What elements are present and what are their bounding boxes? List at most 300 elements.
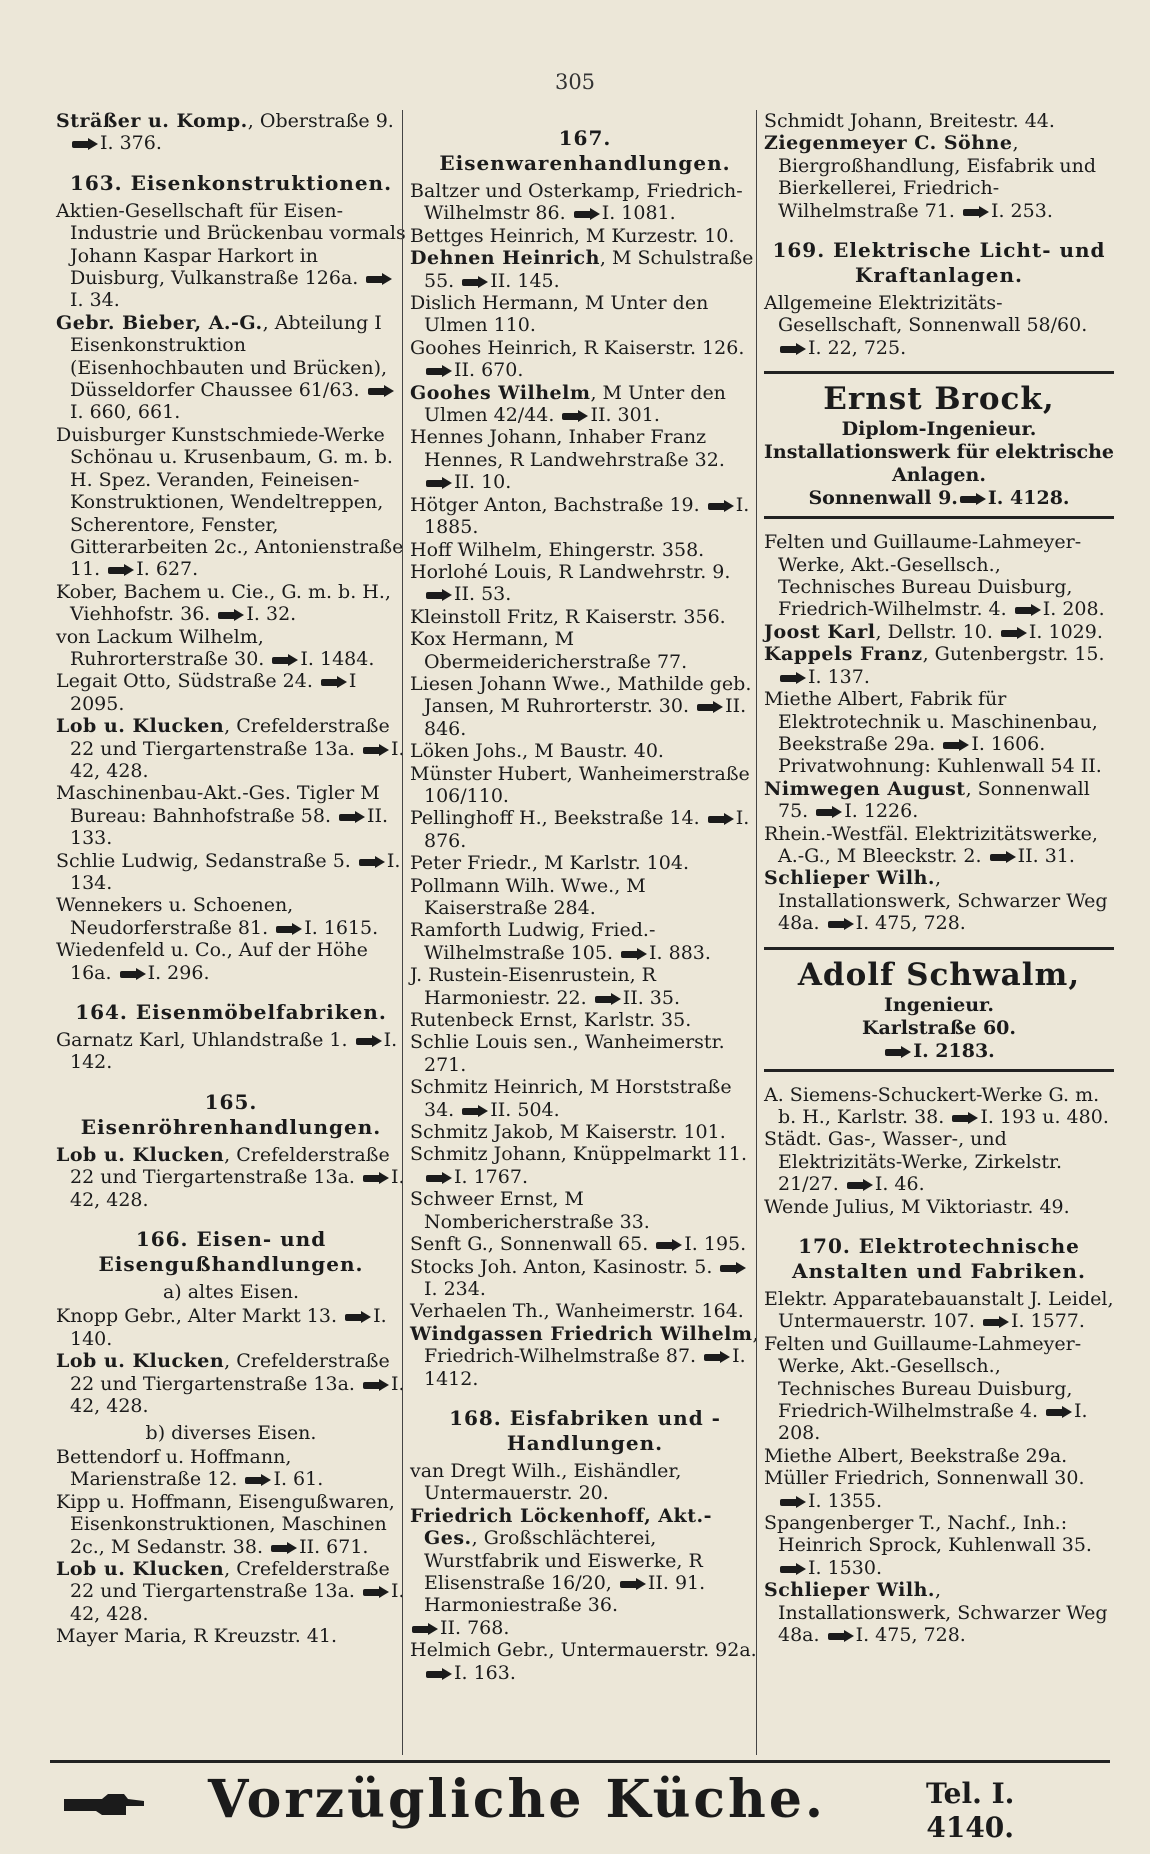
entry-text: Garnatz Karl, Uhlandstraße 1. (56, 1029, 348, 1052)
directory-entry (56, 1491, 406, 1558)
advert-phone-line (764, 1040, 1114, 1063)
directory-entry (410, 919, 760, 964)
directory-entry (410, 606, 760, 628)
directory-entry (56, 1558, 406, 1625)
directory-entry (764, 1333, 1114, 1445)
entry-phone: I. 22, 725. (808, 336, 907, 359)
entry-text: Mayer Maria, R Kreuzstr. 41. (56, 1625, 338, 1648)
telephone-hand-icon (780, 343, 806, 355)
section-heading: 169. Elektrische Licht- und Kraftanlagen. (772, 238, 1106, 288)
telephone-hand-icon (885, 1046, 911, 1058)
directory-entry (56, 939, 406, 984)
telephone-hand-icon (366, 273, 392, 285)
entry-phone: I. 46. (874, 1173, 925, 1196)
entry-phone: I. 1767. (454, 1165, 528, 1188)
entry-phone: I. 1484. (300, 647, 375, 670)
entry-name: Lob u. Klucken (56, 715, 225, 738)
entry-text: Legait Otto, Südstraße 24. (56, 670, 313, 693)
telephone-hand-icon (656, 1239, 682, 1251)
entry-phone: I. 42, 428. (70, 1372, 405, 1418)
telephone-hand-icon (847, 1179, 873, 1191)
telephone-hand-icon (339, 811, 365, 823)
entry-phone: I. 883. (649, 941, 711, 964)
entry-text: Felten und Guillaume-Lahmeyer-Werke, Akt.-Gesellsch., Technisches Bureau Duisburg, Friedrich-Wilhelmstr. 4. (764, 531, 1082, 621)
directory-entry (410, 628, 760, 673)
entry-phone: II. 91. Harmoniestraße 36. (424, 1571, 706, 1617)
entry-text: Müller Friedrich, Sonnenwall 30. (764, 1467, 1085, 1490)
directory-entry (410, 180, 760, 225)
entry-text: , M Schulstraße 55. (424, 247, 754, 292)
telephone-hand-icon (697, 701, 723, 713)
telephone-hand-icon (426, 1668, 452, 1680)
footer-advert (50, 1760, 1110, 1844)
entry-phone: I. 42, 428. (70, 737, 405, 782)
entry-text: Hoff Wilhelm, Ehingerstr. 358. (410, 538, 705, 561)
entry-text: A. Siemens-Schuckert-Werke G. m. b. H., Karlstr. 38. (764, 1083, 1100, 1128)
entry-phone: II. 10. (454, 471, 512, 494)
entry-text: , Friedrich-Wilhelmstraße 87. (424, 1322, 759, 1368)
directory-entry (410, 494, 760, 539)
entry-text: Maschinenbau-Akt.-Ges. Tigler M Bureau: Bahnhofstraße 58. (56, 782, 380, 827)
entry-name: Friedrich Löckenhoff, Akt.-Ges. (410, 1504, 712, 1550)
advert-line: Diplom-Ingenieur. (841, 418, 1037, 441)
advert-phone: I. 4128. (987, 487, 1070, 510)
telephone-hand-icon (426, 477, 452, 489)
directory-entry (764, 621, 1114, 643)
section-heading: 163. Eisenkonstruktionen. (69, 170, 393, 195)
directory-entry (410, 1639, 760, 1684)
directory-entry (410, 539, 760, 561)
entry-text: Kox Hermann, M Obermeidericherstraße 77. (410, 628, 688, 673)
telephone-hand-icon (780, 1563, 806, 1575)
entry-text: , Crefelderstraße 22 und Tiergartenstraße 13a. (70, 715, 390, 760)
entry-text: Spangenberger T., Nachf., Inh.: Heinrich Sprock, Kuhlenwall 35. (764, 1512, 1092, 1557)
directory-entry (410, 1031, 760, 1076)
entry-phone: I. 34. (70, 289, 120, 312)
advert-phone-line (764, 487, 1114, 510)
entry-phone: I. 1530. (808, 1556, 882, 1579)
entry-text: Städt. Gas-, Wasser-, und Elektrizitäts-Werke, Zirkelstr. 21/27. (764, 1128, 1063, 1196)
entry-text: von Lackum Wilhelm, Ruhrorterstraße 30. (56, 625, 265, 670)
section-heading: 164. Eisenmöbelfabriken. (75, 1000, 387, 1025)
footer-slogan: Vorzügliche Küche. (208, 1769, 827, 1830)
telephone-hand-icon (828, 918, 854, 930)
entry-phone: I. 134. (70, 849, 401, 894)
directory-entry (764, 643, 1114, 688)
entry-text: Liesen Johann Wwe., Mathilde geb. Jansen, M Ruhrorterstr. 30. (410, 672, 752, 718)
entry-text: Rutenbeck Ernst, Karlstr. 35. (410, 1009, 692, 1032)
telephone-hand-icon (963, 206, 989, 218)
telephone-hand-icon (426, 365, 452, 377)
directory-entry (410, 1256, 760, 1301)
telephone-hand-icon (462, 1105, 488, 1117)
directory-entry (56, 1144, 406, 1211)
entry-phone: I. 163. (454, 1661, 516, 1684)
directory-entry (410, 852, 760, 874)
entry-text: Elektr. Apparatebauanstalt J. Leidel, Untermauerstr. 107. (764, 1288, 1114, 1333)
entry-phone: II. 133. (70, 804, 389, 850)
entry-phone: II. 670. (454, 359, 524, 382)
entry-text: Münster Hubert, Wanheimerstraße 106/110. (410, 762, 750, 807)
telephone-hand-icon (72, 138, 98, 150)
entry-text: Bettges Heinrich, M Kurzestr. 10. (410, 224, 735, 247)
section-heading: 165. Eisenröhrenhandlungen. (80, 1089, 382, 1139)
telephone-hand-icon (595, 993, 621, 1005)
telephone-hand-icon (704, 1351, 730, 1363)
directory-entry (56, 200, 406, 312)
telephone-hand-icon (828, 1630, 854, 1642)
directory-entry (410, 382, 760, 427)
directory-entry (56, 581, 406, 626)
telephone-hand-icon (780, 672, 806, 684)
entry-text: Kleinstoll Fritz, R Kaiserstr. 356. (410, 605, 726, 628)
entry-name: Windgassen Friedrich Wilhelm (410, 1322, 753, 1345)
telephone-hand-icon (952, 1112, 978, 1124)
directory-entry (764, 778, 1114, 823)
telephone-hand-icon (108, 564, 134, 576)
entry-text: , Crefelderstraße 22 und Tiergartenstraße 13a. (70, 1143, 390, 1189)
directory-entry (56, 894, 406, 939)
directory-entry (410, 292, 760, 337)
directory-entry (410, 740, 760, 762)
entry-phone: I. 1606. Privatwohnung: Kuhlenwall 54 II. (778, 732, 1102, 778)
directory-entry (410, 1323, 760, 1390)
telephone-hand-icon (363, 1379, 389, 1391)
directory-entry (410, 763, 760, 808)
entry-text: Horlohé Louis, R Landwehrstr. 9. (410, 560, 731, 583)
entry-text: Aktien-Gesellschaft für Eisen-Industrie und Brückenbau vormals Johann Kaspar Harkort in Duisburg, Vulkanstraße 126a. (56, 199, 406, 290)
directory-entry (764, 1196, 1114, 1218)
telephone-hand-icon (562, 410, 588, 422)
entry-text: Schlie Louis sen., Wanheimerstr. 271. (410, 1031, 725, 1076)
section-heading: 170. Elektrotechnische Anstalten und Fabriken. (792, 1234, 1086, 1283)
entry-phone: I. 1226. (844, 800, 919, 823)
entry-name: Ziegenmeyer C. Söhne (764, 132, 1013, 155)
directory-entry (410, 1300, 760, 1322)
footer-tel-label: Tel. I. (926, 1777, 1015, 1810)
telephone-hand-icon (359, 856, 385, 868)
entry-text: Verhaelen Th., Wanheimerstr. 164. (410, 1300, 744, 1323)
entry-name: Goohes Wilhelm (410, 381, 591, 404)
advert-line: Karlstraße 60. (861, 1016, 1017, 1039)
entry-phone: I. 876. (424, 807, 750, 852)
entry-text: Miethe Albert, Fabrik für Elektrotechnik u. Maschinenbau, Beekstraße 29a. (764, 688, 1098, 755)
entry-phone: I. 253. (990, 199, 1053, 222)
directory-entry (56, 312, 406, 424)
entry-text: Wende Julius, M Viktoriastr. 49. (764, 1195, 1070, 1218)
telephone-hand-icon (983, 1316, 1009, 1328)
directory-entry (56, 110, 406, 155)
entry-phone: I. 475, 728. (855, 912, 966, 935)
entry-text: , Crefelderstraße 22 und Tiergartenstraße 13a. (70, 1350, 390, 1395)
directory-entry (764, 1579, 1114, 1646)
entry-text: Helmich Gebr., Untermauerstr. 92a. (410, 1639, 757, 1662)
entry-text: Wiedenfeld u. Co., Auf der Höhe 16a. (56, 939, 368, 984)
entry-text: , Abteilung I Eisenkonstruktion (Eisenhochbauten und Brücken), Düsseldorfer Chaussee 61/63. (70, 311, 388, 402)
telephone-hand-icon (574, 208, 600, 220)
entry-text: Duisburger Kunstschmiede-Werke Schönau u. Krusenbaum, G. m. b. H. Spez. Veranden, Feineisen-Konstruktionen, Wendeltreppen, Scherentore, Fenster, Gitterarbeiten 2c., Antonienstraße 11. (56, 423, 404, 581)
entry-phone: I. 627. (136, 558, 199, 581)
entry-phone: I. 1029. (1028, 620, 1103, 643)
footer-tel-number: 4140. (926, 1811, 1015, 1844)
entry-phone: I. 137. (808, 665, 870, 688)
section-heading: 167. Eisenwarenhandlungen. (439, 126, 731, 175)
directory-entry (410, 875, 760, 920)
directory-entry (764, 1084, 1114, 1129)
directory-entry (410, 1121, 760, 1143)
directory-entry (410, 426, 760, 493)
telephone-hand-icon (990, 851, 1016, 863)
telephone-hand-icon (816, 806, 842, 818)
entry-text: , Crefelderstraße 22 und Tiergartenstraße 13a. (70, 1557, 390, 1603)
boxed-advert (764, 371, 1114, 519)
telephone-hand-icon (368, 385, 394, 397)
directory-entry (56, 850, 406, 895)
directory-entry (764, 1128, 1114, 1195)
entry-text: , Sonnenwall 75. (778, 777, 1090, 823)
column-divider (402, 110, 403, 1755)
directory-entry (764, 132, 1114, 222)
telephone-hand-icon (426, 1172, 452, 1184)
entry-text: J. Rustein-Eisenrustein, R Harmoniestr. 22. (410, 964, 656, 1009)
telephone-hand-icon (276, 923, 302, 935)
telephone-hand-icon (462, 276, 488, 288)
entry-text: Miethe Albert, Beekstraße 29a. (764, 1444, 1068, 1467)
entry-phone: I. 660, 661. (70, 401, 181, 424)
entry-phone: II. 35. (622, 986, 681, 1009)
telephone-hand-icon (708, 813, 734, 825)
directory-entry (764, 688, 1114, 778)
entry-phone: I. 1081. (601, 202, 676, 225)
entry-name: Nimwegen August (764, 777, 966, 800)
directory-entry (410, 1188, 760, 1233)
telephone-hand-icon (1046, 1406, 1072, 1418)
directory-entry (764, 1288, 1114, 1333)
entry-name: Dehnen Heinrich (410, 247, 600, 270)
entry-phone: I. 195. (684, 1233, 747, 1256)
entry-text: Schmitz Jakob, M Kaiserstr. 101. (410, 1121, 726, 1144)
section-heading: 166. Eisen- und Eisengußhandlungen. (98, 1227, 364, 1277)
entry-phone: I. 42, 428. (70, 1166, 405, 1211)
column-3 (764, 110, 1114, 1647)
entry-phone: I. 32. (246, 603, 297, 626)
telephone-hand-icon (1001, 627, 1027, 639)
entry-text: , M Unter den Ulmen 42/44. (424, 381, 726, 427)
directory-entry (764, 1467, 1114, 1512)
telephone-hand-icon (426, 589, 452, 601)
telephone-hand-icon (620, 1578, 646, 1590)
entry-name: Schlieper Wilh. (764, 1579, 935, 1602)
telephone-hand-icon (356, 1035, 382, 1047)
entry-text: Löken Johs., M Baustr. 40. (410, 740, 664, 763)
entry-text: Peter Friedr., M Karlstr. 104. (410, 852, 689, 875)
entry-text: Schlie Ludwig, Sedanstraße 5. (56, 849, 351, 872)
entry-name: Gebr. Bieber, A.-G. (56, 311, 263, 334)
telephone-hand-icon (1015, 604, 1041, 616)
entry-text: Schmidt Johann, Breitestr. 44. (764, 110, 1055, 132)
telephone-hand-icon (780, 1496, 806, 1508)
section-subheading: b) diverses Eisen. (145, 1421, 317, 1444)
advert-line: Ingenieur. (884, 993, 994, 1016)
directory-entry (56, 1305, 406, 1350)
entry-phone: I. 376. (100, 132, 162, 155)
entry-text: Hötger Anton, Bachstraße 19. (410, 493, 700, 516)
column-divider (756, 110, 757, 1755)
entry-phone: I. 208. (1042, 598, 1105, 621)
entry-text: Goohes Heinrich, R Kaiserstr. 126. (410, 336, 745, 359)
telephone-hand-icon (363, 1586, 389, 1598)
directory-entry (56, 1029, 406, 1074)
directory-entry (56, 1446, 406, 1491)
directory-entry (56, 1625, 406, 1647)
advert-line: Installationswerk für elektrische Anlagen. (764, 441, 1114, 487)
telephone-hand-icon (245, 1474, 271, 1486)
entry-phone: I. 142. (70, 1029, 398, 1074)
directory-entry (764, 531, 1114, 621)
directory-entry (410, 807, 760, 852)
directory-entry (410, 1143, 760, 1188)
entry-text: , Biergroßhandlung, Eisfabrik und Bierkellerei, Friedrich-Wilhelmstraße 71. (778, 132, 1097, 222)
column-2 (410, 110, 760, 1684)
entry-text: Dislich Hermann, M Unter den Ulmen 110. (410, 292, 709, 337)
entry-text: Ramforth Ludwig, Fried.-Wilhelmstraße 105. (410, 919, 656, 964)
telephone-hand-icon (271, 1542, 297, 1554)
entry-text: Kober, Bachem u. Cie., G. m. b. H., Viehhofstr. 36. (56, 580, 391, 626)
entry-phone: II. 504. (490, 1098, 560, 1121)
telephone-hand-icon (943, 739, 969, 751)
entry-text: Baltzer und Osterkamp, Friedrich-Wilhelmstr 86. (410, 180, 743, 225)
directory-entry (410, 673, 760, 740)
entry-phone: I. 61. (273, 1468, 324, 1491)
entry-text: Wennekers u. Schoenen, Neudorferstraße 81. (56, 894, 294, 939)
footer-telephone (926, 1777, 1014, 1845)
section-heading: 168. Eisfabriken und -Handlungen. (449, 1405, 721, 1455)
entry-phone: I. 475, 728. (855, 1624, 966, 1647)
entry-text: , Großschlächterei, Wurstfabrik und Eiswerke, R Elisenstraße 16/20, (424, 1527, 703, 1594)
entry-text: Schweer Ernst, M Nombericherstraße 33. (410, 1188, 650, 1233)
advert-title: Ernst Brock, (823, 381, 1055, 418)
directory-entry (764, 110, 1114, 132)
entry-text: Hennes Johann, Inhaber Franz Hennes, R Landwehrstraße 32. (410, 426, 725, 471)
entry-text: , Dellstr. 10. (875, 620, 993, 643)
entry-text: Schmitz Heinrich, M Horststraße 34. (410, 1076, 732, 1121)
telephone-hand-icon (708, 500, 734, 512)
directory-entry (56, 670, 406, 715)
entry-phone: II. 31. (1017, 844, 1075, 867)
entry-phone: I. 296. (147, 961, 210, 984)
entry-phone: I. 234. (424, 1277, 486, 1300)
directory-entry (764, 823, 1114, 868)
directory-entry (56, 1350, 406, 1417)
entry-phone: I. 1885. (424, 493, 750, 539)
entry-phone: I. 1577. (1010, 1310, 1085, 1333)
entry-name: Lob u. Klucken (56, 1143, 225, 1166)
directory-entry (410, 1460, 760, 1505)
directory-entry (410, 337, 760, 382)
directory-entry (764, 867, 1114, 934)
entry-phone: II. 671. (299, 1535, 369, 1558)
entry-text: Schmitz Johann, Knüppelmarkt 11. (410, 1143, 747, 1166)
directory-entry (410, 225, 760, 247)
directory-entry (56, 715, 406, 782)
entry-text: Knopp Gebr., Alter Markt 13. (56, 1305, 338, 1328)
entry-phone: II. 145. (490, 269, 560, 292)
directory-entry (410, 1617, 760, 1639)
entry-phone: I. 208. (778, 1400, 1088, 1445)
telephone-hand-icon (120, 968, 146, 980)
entry-phone: II. 301. (590, 404, 660, 427)
entry-name: Joost Karl (764, 620, 876, 643)
directory-entry (410, 561, 760, 606)
entry-name: Lob u. Klucken (56, 1350, 225, 1373)
entry-text: Bettendorf u. Hoffmann, Marienstraße 12. (56, 1445, 292, 1491)
page-number: 305 (554, 70, 596, 94)
entry-text: Stocks Joh. Anton, Kasinostr. 5. (410, 1255, 713, 1278)
directory-entry (56, 626, 406, 671)
entry-text: Rhein.-Westfäl. Elektrizitätswerke, A.-G., M Bleeckstr. 2. (764, 822, 1098, 867)
entry-text: , Installationswerk, Schwarzer Weg 48a. (778, 1579, 1108, 1647)
entry-phone: I. 193 u. 480. (980, 1105, 1109, 1128)
directory-entry (410, 1233, 760, 1255)
directory-entry (764, 1512, 1114, 1579)
entry-text: Pellinghoff H., Beekstraße 14. (410, 807, 700, 830)
advert-address: Sonnenwall 9. (808, 487, 958, 510)
telephone-hand-icon (363, 1172, 389, 1184)
directory-entry (410, 964, 760, 1009)
telephone-hand-icon (720, 1262, 746, 1274)
entry-name: Sträßer u. Komp. (56, 110, 248, 132)
advert-title: Adolf Schwalm, (797, 956, 1081, 993)
telephone-hand-icon (321, 676, 347, 688)
directory-entry (410, 1505, 760, 1617)
telephone-hand-icon (960, 493, 986, 505)
entry-name: Kappels Franz (764, 643, 923, 666)
directory-entry (410, 247, 760, 292)
directory-entry (56, 782, 406, 849)
boxed-advert (764, 947, 1114, 1072)
telephone-hand-icon (363, 744, 389, 756)
entry-text: Senft G., Sonnenwall 65. (410, 1233, 649, 1256)
telephone-hand-icon (345, 1311, 371, 1323)
pointing-hand-icon (62, 1791, 146, 1819)
entry-phone: I 2095. (70, 670, 357, 715)
entry-text: van Dregt Wilh., Eishändler, Untermauerstr. 20. (410, 1459, 682, 1505)
directory-entry (410, 1009, 760, 1031)
telephone-hand-icon (218, 609, 244, 621)
entry-phone: I. 42, 428. (70, 1580, 405, 1625)
column-1 (56, 110, 406, 1648)
entry-text: Felten und Guillaume-Lahmeyer-Werke, Akt.-Gesellsch., Technisches Bureau Duisburg, Friedrich-Wilhelmstraße 4. (764, 1332, 1082, 1423)
entry-phone: I. 140. (70, 1305, 387, 1350)
entry-phone: I. 1355. (808, 1489, 882, 1512)
directory-entry (764, 1445, 1114, 1467)
entry-text: , Gutenbergstr. 15. (922, 643, 1105, 666)
directory-entry (410, 1076, 760, 1121)
telephone-hand-icon (272, 654, 298, 666)
entry-text: Kipp u. Hoffmann, Eisengußwaren, Eisenkonstruktionen, Maschinen 2c., M Sedanstr. 38. (56, 1490, 395, 1558)
entry-name: Lob u. Klucken (56, 1557, 225, 1580)
telephone-hand-icon (621, 948, 647, 960)
directory-entry (56, 424, 406, 581)
entry-name: Schlieper Wilh. (764, 867, 935, 890)
entry-text: , Oberstraße 9. (247, 110, 394, 132)
advert-phone: I. 2183. (913, 1039, 995, 1062)
entry-phone: II. 846. (424, 695, 747, 740)
directory-entry (764, 292, 1114, 359)
entry-text: , Installationswerk, Schwarzer Weg 48a. (778, 867, 1108, 935)
section-subheading: a) altes Eisen. (162, 1281, 300, 1304)
entry-text: Allgemeine Elektrizitäts-Gesellschaft, Sonnenwall 58/60. (764, 292, 1088, 337)
